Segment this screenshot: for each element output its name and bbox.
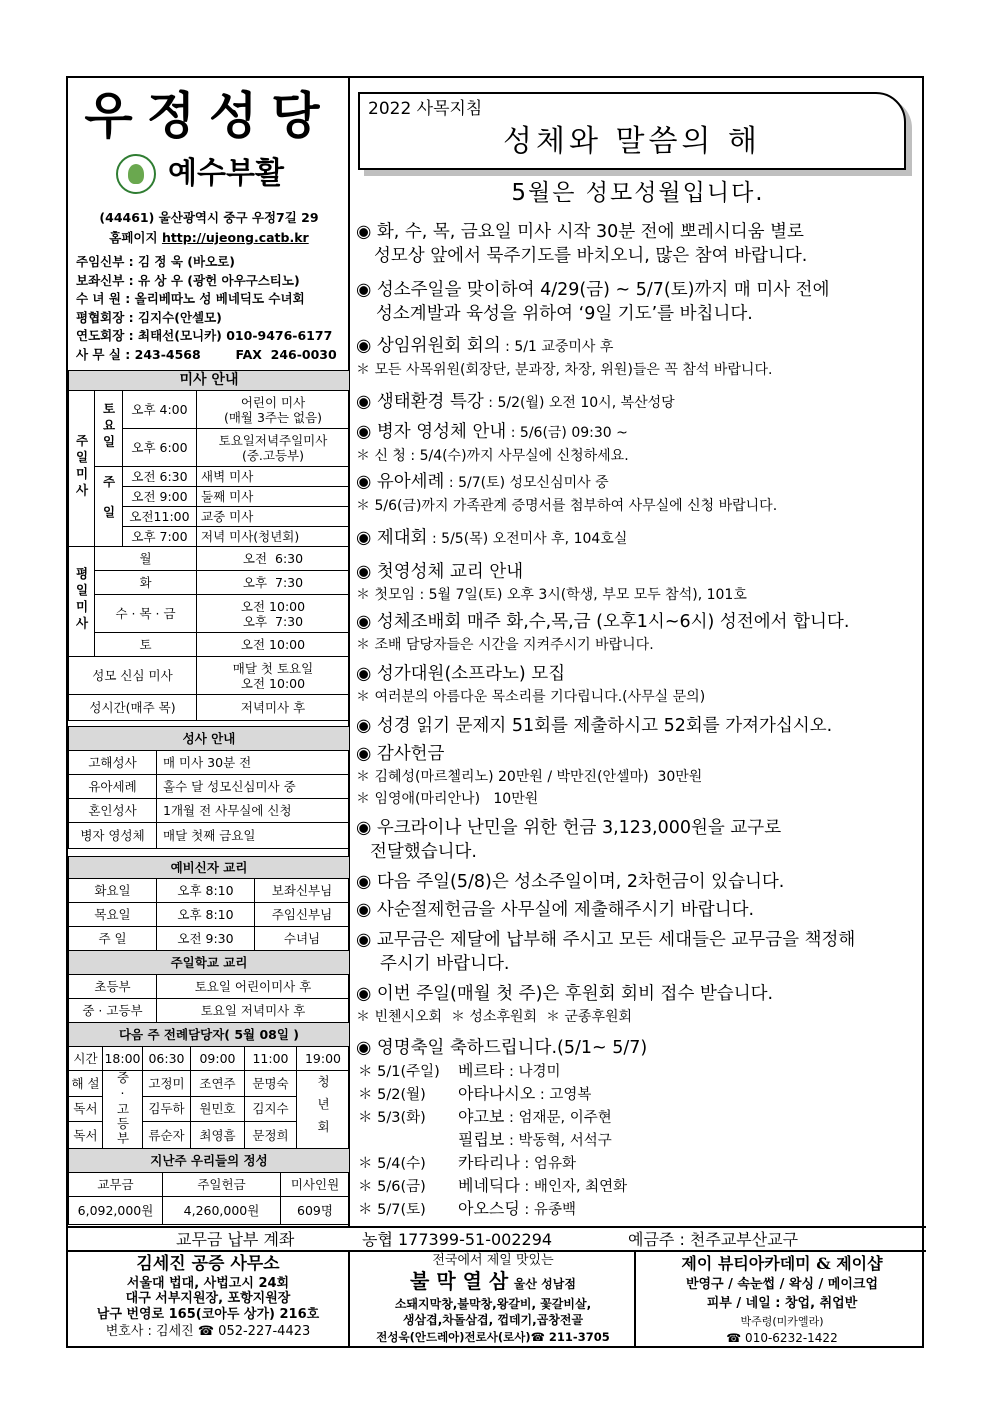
notice-item: ◉ 성가대원(소프라노) 모집 ＊ 여러분의 아름다운 목소리를 기다립니다.(사무실 문의) bbox=[356, 664, 706, 705]
liturgy-name: 류순자 bbox=[143, 1122, 191, 1150]
sacrament-title: 성사 안내 bbox=[69, 727, 350, 751]
catechumen-who: 주임신부님 bbox=[255, 903, 350, 927]
liturgy-time: 09:00 bbox=[191, 1047, 245, 1071]
address: (44461) 울산광역시 중구 우정7길 29 bbox=[99, 210, 319, 225]
liturgy-time: 18:00 bbox=[103, 1047, 143, 1071]
notice-item: ◉ 상임위원회 회의 : 5/1 교중미사 후 ＊ 모든 사목위원(회장단, 분과장, 차장, 위원)들은 꼭 참석 바랍니다. bbox=[356, 336, 773, 378]
month-heading: 5월은 성모성월입니다. bbox=[511, 180, 765, 206]
staff-item: 수 녀 원 : 올리베따노 성 베네딕도 수녀회 bbox=[76, 291, 305, 307]
liturgy-role: 해 설 bbox=[69, 1071, 103, 1097]
liturgy-name: 조연주 bbox=[191, 1071, 245, 1097]
notice-item: ◉ 화, 수, 목, 금요일 미사 시작 30분 전에 뽀레시디움 별로 성모상 앞에서 묵주기도를 바치오니, 많은 참여 바랍니다. bbox=[356, 222, 808, 266]
mass-time: 오후 4:00 bbox=[123, 391, 197, 429]
sacrament-table bbox=[68, 726, 350, 849]
church-emblem-icon bbox=[116, 154, 156, 194]
catechumen-table bbox=[68, 856, 350, 951]
weekday-day: 토 bbox=[95, 633, 197, 657]
offering-header: 미사인원 bbox=[281, 1173, 350, 1197]
offering-title: 지난주 우리들의 정성 bbox=[69, 1149, 350, 1173]
feast-row: ＊ 5/4(수) 카타리나 : 엄유화 bbox=[358, 1153, 576, 1172]
school-value: 토요일 어린이미사 후 bbox=[157, 975, 350, 999]
catechumen-title: 예비신자 교리 bbox=[69, 857, 350, 879]
sacrament-label: 병자 영성체 bbox=[69, 823, 157, 849]
feast-row: 필립보 : 박동혁, 서석구 bbox=[458, 1130, 612, 1149]
staff-item: 평협회장 : 김지수(안셀모) bbox=[76, 309, 222, 325]
sacrament-value: 매 미사 30분 전 bbox=[157, 751, 350, 775]
extra-label: 성모 신심 미사 bbox=[69, 657, 197, 695]
account-label: 교무금 납부 계좌 bbox=[176, 1230, 295, 1249]
notice-item: ◉ 우크라이나 난민을 위한 헌금 3,123,000원을 교구로 전달했습니다. bbox=[356, 818, 782, 862]
liturgy-role: 독서 bbox=[69, 1122, 103, 1150]
ad-notary: 김세진 공증 사무소 서울대 법대, 사법고시 24회 대구 서부지원장, 포항지원장 남구 번영로 165(코아두 상가) 216호 변호사 : 김세진 ☎ 052-227-4423 bbox=[68, 1252, 350, 1348]
left-column bbox=[68, 78, 350, 1226]
mass-desc: 토요일저녁주일미사 (중.고등부) bbox=[197, 429, 350, 467]
liturgy-youth-cell: 중·고등부 bbox=[103, 1071, 143, 1150]
notice-item: ◉ 사순절제헌금을 사무실에 제출해주시기 바랍니다. bbox=[356, 900, 755, 920]
account-number: 농협 177399-51-002294 bbox=[362, 1230, 553, 1249]
liturgy-name: 고정미 bbox=[143, 1071, 191, 1097]
notice-item: ◉ 영명축일 축하드립니다.(5/1~ 5/7) bbox=[356, 1038, 648, 1058]
ads-row bbox=[68, 1252, 926, 1348]
offering-value: 4,260,000원 bbox=[163, 1197, 281, 1225]
offering-value: 609명 bbox=[281, 1197, 350, 1225]
extra-value: 매달 첫 토요일 오전 10:00 bbox=[197, 657, 350, 695]
notice-item: ◉ 성경 읽기 문제지 51회를 제출하시고 52회를 가져가십시오. bbox=[356, 716, 833, 736]
account-holder: 예금주 : 천주교부산교구 bbox=[628, 1230, 799, 1249]
catechumen-time: 오후 8:10 bbox=[157, 879, 255, 903]
offering-table bbox=[68, 1148, 350, 1225]
staff-item: 연도회장 : 최태선(모니카) 010-9476-6177 bbox=[76, 328, 333, 344]
sunday-label: 주일 bbox=[95, 467, 123, 547]
staff-item: 사 무 실 : 243-4568 FAX 246-0030 bbox=[76, 346, 337, 362]
church-name: 우정성당 bbox=[84, 87, 334, 145]
notice-item: ◉ 교무금은 제달에 납부해 주시고 모든 세대들은 교무금을 책정해 주시기 바랍니다. bbox=[356, 930, 856, 974]
notice-item: ◉ 유아세례 : 5/7(토) 성모신심미사 중 ＊ 5/6(금)까지 가족관계 증명서를 첨부하여 사무실에 신청 바랍니다. bbox=[356, 472, 778, 514]
liturgy-name: 원민호 bbox=[191, 1096, 245, 1122]
weekday-day: 화 bbox=[95, 571, 197, 595]
sacrament-value: 매달 첫째 금요일 bbox=[157, 823, 350, 849]
sacrament-value: 1개월 전 사무실에 신청 bbox=[157, 799, 350, 823]
liturgy-time: 19:00 bbox=[297, 1047, 350, 1071]
weekday-day: 수 · 목 · 금 bbox=[95, 595, 197, 633]
saturday-label: 토요일 bbox=[95, 391, 123, 467]
mass-time: 오후 7:00 bbox=[123, 527, 197, 547]
mass-desc: 새벽 미사 bbox=[197, 467, 350, 487]
sunday-mass-label: 주일미사 bbox=[69, 391, 95, 547]
weekday-mass-label: 평일미사 bbox=[69, 547, 95, 657]
mass-time: 오전 6:30 bbox=[123, 467, 197, 487]
weekday-time: 오전 6:30 bbox=[197, 547, 350, 571]
liturgy-table bbox=[68, 1022, 350, 1150]
mass-desc: 어린이 미사 (매월 3주는 없음) bbox=[197, 391, 350, 429]
notice-item: ◉ 첫영성체 교리 안내 ＊ 첫모임 : 5월 7일(토) 오후 3시(학생, 부모 모두 참석), 101호 bbox=[356, 562, 747, 603]
weekday-time: 오전 10:00 bbox=[197, 633, 350, 657]
notice-item: ◉ 성소주일을 맞이하여 4/29(금) ~ 5/7(토)까지 매 미사 전에 성소계발과 육성을 위하여 ‘9일 기도’를 바칩니다. bbox=[356, 280, 830, 324]
catechumen-who: 수녀님 bbox=[255, 927, 350, 951]
mass-time: 오전 9:00 bbox=[123, 487, 197, 507]
liturgy-name: 김두하 bbox=[143, 1096, 191, 1122]
staff-item: 보좌신부 : 유 상 우 (광헌 아우구스티노) bbox=[76, 272, 300, 288]
sacrament-label: 고해성사 bbox=[69, 751, 157, 775]
extra-value: 저녁미사 후 bbox=[197, 695, 350, 721]
school-value: 토요일 저녁미사 후 bbox=[157, 999, 350, 1023]
sacrament-label: 혼인성사 bbox=[69, 799, 157, 823]
staff-list bbox=[76, 253, 348, 365]
sunday-school-title: 주일학교 교리 bbox=[69, 951, 350, 975]
notice-item: ◉ 감사헌금 ＊ 김혜성(마르첼리노) 20만원 / 박만진(안셀마) 30만원 ＊ 임영애(마리안나) 10만원 bbox=[356, 744, 703, 807]
homepage-link[interactable]: http://ujeong.catb.kr bbox=[161, 230, 309, 245]
extra-label: 성시간(매주 목) bbox=[69, 695, 197, 721]
school-label: 초등부 bbox=[69, 975, 157, 999]
mass-time: 오전11:00 bbox=[123, 507, 197, 527]
staff-item: 주임신부 : 김 정 욱 (바오로) bbox=[76, 254, 235, 269]
notice-item: ◉ 제대회 : 5/5(목) 오전미사 후, 104호실 bbox=[356, 528, 628, 548]
easter-title: 예수부활 bbox=[168, 156, 284, 191]
sacrament-value: 홀수 달 성모신심미사 중 bbox=[157, 775, 350, 799]
right-column bbox=[352, 78, 924, 1226]
mass-desc: 저녁 미사(청년회) bbox=[197, 527, 350, 547]
catechumen-who: 보좌신부님 bbox=[255, 879, 350, 903]
notice-item: ◉ 성체조배회 매주 화,수,목,금 (오후1시~6시) 성전에서 합니다. ＊ 조배 담당자들은 시간을 지켜주시기 바랍니다. bbox=[356, 612, 850, 653]
account-bar bbox=[68, 1226, 926, 1252]
weekday-time: 오후 7:30 bbox=[197, 571, 350, 595]
liturgy-role: 독서 bbox=[69, 1096, 103, 1122]
liturgy-name: 최영흠 bbox=[191, 1122, 245, 1150]
catechumen-time: 오후 8:10 bbox=[157, 903, 255, 927]
offering-value: 6,092,000원 bbox=[69, 1197, 163, 1225]
weekday-time: 오전 10:00 오후 7:30 bbox=[197, 595, 350, 633]
feast-row: ＊ 5/2(월) 아타나시오 : 고영복 bbox=[358, 1084, 592, 1103]
mass-table bbox=[68, 370, 350, 721]
homepage-label: 홈페이지 bbox=[109, 230, 162, 245]
mass-time: 오후 6:00 bbox=[123, 429, 197, 467]
mass-title: 미사 안내 bbox=[69, 371, 350, 391]
notice-item: ◉ 다음 주일(5/8)은 성소주일이며, 2차헌금이 있습니다. bbox=[356, 872, 785, 892]
liturgy-time-header: 시간 bbox=[69, 1047, 103, 1071]
weekday-day: 월 bbox=[95, 547, 197, 571]
catechumen-day: 주 일 bbox=[69, 927, 157, 951]
liturgy-name: 문정희 bbox=[245, 1122, 297, 1150]
liturgy-name: 김지수 bbox=[245, 1096, 297, 1122]
address-block bbox=[68, 208, 350, 248]
feast-list bbox=[358, 1060, 918, 1221]
offering-header: 교무금 bbox=[69, 1173, 163, 1197]
offering-header: 주일헌금 bbox=[163, 1173, 281, 1197]
pastoral-theme: 성체와 말씀의 해 bbox=[503, 124, 761, 159]
notice-item: ◉ 생태환경 특강 : 5/2(월) 오전 10시, 복산성당 bbox=[356, 392, 675, 412]
notice-item: ◉ 이번 주일(매월 첫 주)은 후원회 회비 접수 받습니다. ＊ 빈첸시오회 ＊ 성소후원회 ＊ 군종후원회 bbox=[356, 984, 774, 1025]
mass-desc: 교중 미사 bbox=[197, 507, 350, 527]
sunday-school-table bbox=[68, 950, 350, 1023]
liturgy-time: 11:00 bbox=[245, 1047, 297, 1071]
ad-restaurant: 전국에서 제일 맛있는 불 막 열 삼 울산 성남점 소돼지막창,불막창,왕갈비, 꽃갈비살, 생삼겹,차돌삼겹, 껍데기,곱창전골 전성욱(안드레아)전로사(로사)☎ 211-3705 bbox=[352, 1252, 636, 1348]
pastoral-year: 2022 사목지침 bbox=[368, 99, 483, 119]
bulletin-page bbox=[66, 76, 924, 1348]
feast-row: ＊ 5/1(주일) 베르타 : 나경미 bbox=[358, 1061, 561, 1080]
feast-row: ＊ 5/6(금) 베네딕다 : 배인자, 최연화 bbox=[358, 1176, 628, 1195]
ad-beauty: 제이 뷰티아카데미 & 제이샵 반영구 / 속눈썹 / 왁싱 / 메이크업 피부 / 네일 : 창업, 취업반 박주령(미카엘라) ☎ 010-6232-1422 bbox=[681, 1254, 883, 1345]
liturgy-title: 다음 주 전례담당자( 5월 08일 ) bbox=[69, 1023, 350, 1047]
notice-item: ◉ 병자 영성체 안내 : 5/6(금) 09:30 ~ ＊ 신 청 : 5/4(수)까지 사무실에 신청하세요. bbox=[356, 422, 629, 464]
liturgy-time: 06:30 bbox=[143, 1047, 191, 1071]
catechumen-day: 화요일 bbox=[69, 879, 157, 903]
liturgy-youth-group: 청년회 bbox=[297, 1071, 350, 1150]
catechumen-day: 목요일 bbox=[69, 903, 157, 927]
school-label: 중 · 고등부 bbox=[69, 999, 157, 1023]
pastoral-banner bbox=[358, 92, 906, 170]
catechumen-time: 오전 9:30 bbox=[157, 927, 255, 951]
liturgy-name: 문명숙 bbox=[245, 1071, 297, 1097]
sacrament-label: 유아세례 bbox=[69, 775, 157, 799]
feast-row: ＊ 5/7(토) 아오스딩 : 유종백 bbox=[358, 1199, 576, 1218]
mass-desc: 둘째 미사 bbox=[197, 487, 350, 507]
feast-row: ＊ 5/3(화) 야고보 : 엄재문, 이주현 bbox=[358, 1107, 612, 1126]
